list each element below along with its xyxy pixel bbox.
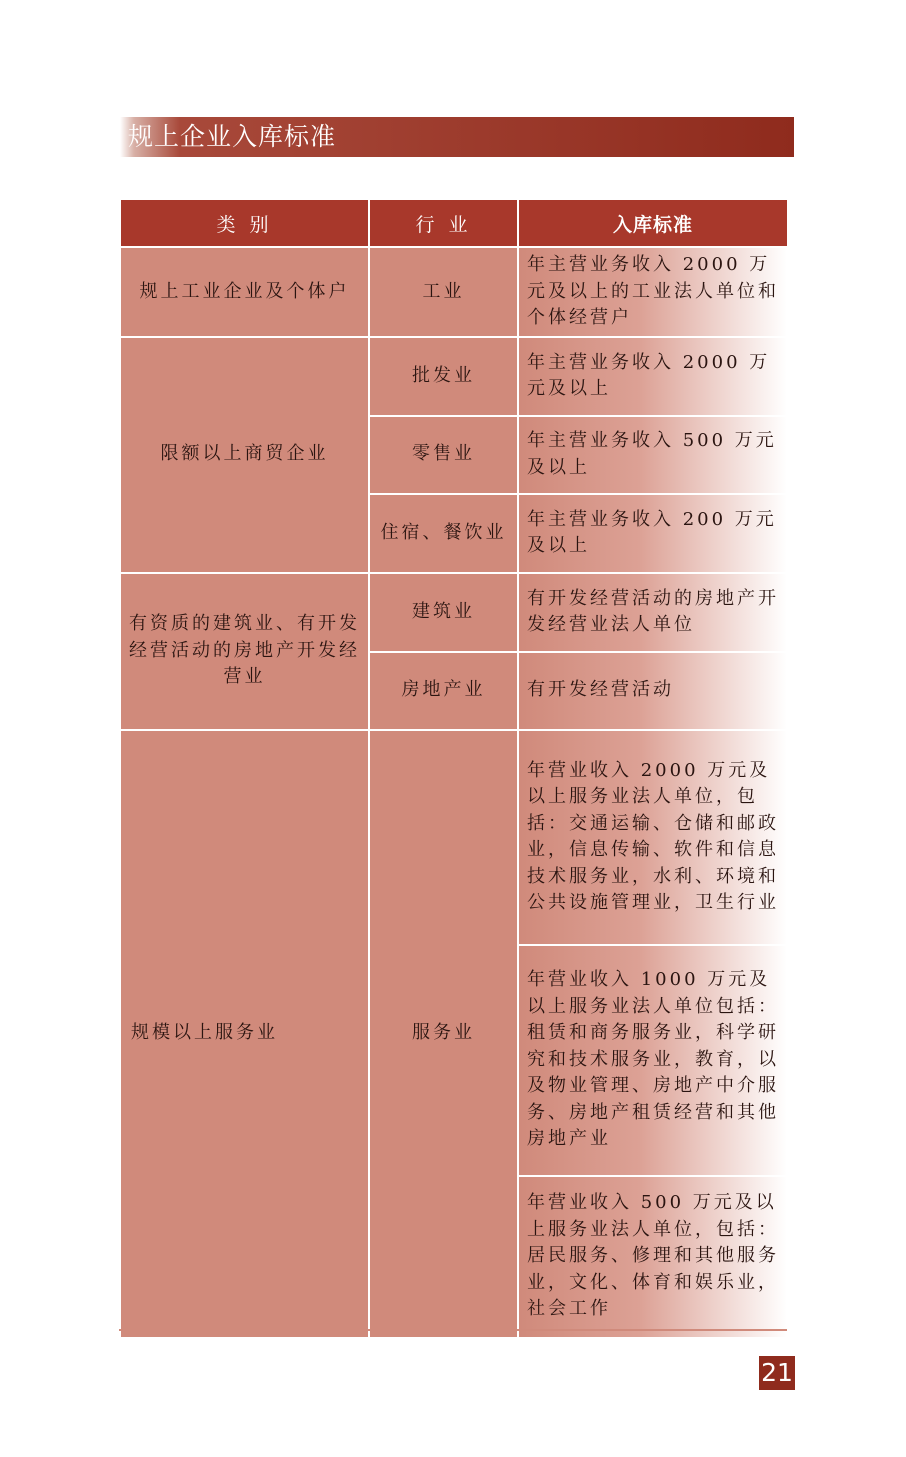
- category-cell: 有资质的建筑业、有开发经营活动的房地产开发经营业: [120, 573, 369, 730]
- industry-cell: 住宿、餐饮业: [369, 494, 518, 573]
- industry-cell: 建筑业: [369, 573, 518, 652]
- standard-cell: 年营业收入 500 万元及以上服务业法人单位，包括：居民服务、修理和其他服务业，文化、体育和娱乐业，社会工作: [518, 1176, 788, 1338]
- standard-cell: 年营业收入 1000 万元及以上服务业法人单位包括：租赁和商务服务业，科学研究和技术服务业，教育，以及物业管理、房地产中介服务、房地产租赁经营和其他房地产业: [518, 945, 788, 1176]
- industry-cell: 工业: [369, 247, 518, 337]
- standard-cell: 年主营业务收入 200 万元及以上: [518, 494, 788, 573]
- standard-cell: 年营业收入 2000 万元及以上服务业法人单位，包括：交通运输、仓储和邮政业，信息传输、软件和信息技术服务业，水利、环境和公共设施管理业，卫生行业: [518, 730, 788, 945]
- standards-table: [119, 198, 789, 1339]
- table-row: [120, 337, 788, 416]
- page-title: 规上企业入库标准: [128, 122, 337, 151]
- header-standard: 入库标准: [518, 199, 788, 247]
- table-row: [120, 730, 788, 945]
- header-industry: 行 业: [369, 199, 518, 247]
- standard-cell: 有开发经营活动: [518, 652, 788, 730]
- industry-cell: 批发业: [369, 337, 518, 416]
- standard-cell: 有开发经营活动的房地产开发经营业法人单位: [518, 573, 788, 652]
- category-cell: 规上工业企业及个体户: [120, 247, 369, 337]
- page-number: 21: [759, 1356, 795, 1390]
- industry-cell: 房地产业: [369, 652, 518, 730]
- table-bottom-rule: [119, 1329, 787, 1331]
- table-row: [120, 573, 788, 652]
- standard-cell: 年主营业务收入 2000 万元及以上的工业法人单位和个体经营户: [518, 247, 788, 337]
- industry-cell: 零售业: [369, 416, 518, 494]
- standard-cell: 年主营业务收入 500 万元及以上: [518, 416, 788, 494]
- table-header-row: [120, 199, 788, 247]
- industry-cell: 服务业: [369, 730, 518, 1338]
- category-cell: 限额以上商贸企业: [120, 337, 369, 573]
- category-cell: 规模以上服务业: [120, 730, 369, 1338]
- table-row: [120, 247, 788, 337]
- standard-cell: 年主营业务收入 2000 万元及以上: [518, 337, 788, 416]
- header-category: 类 别: [120, 199, 369, 247]
